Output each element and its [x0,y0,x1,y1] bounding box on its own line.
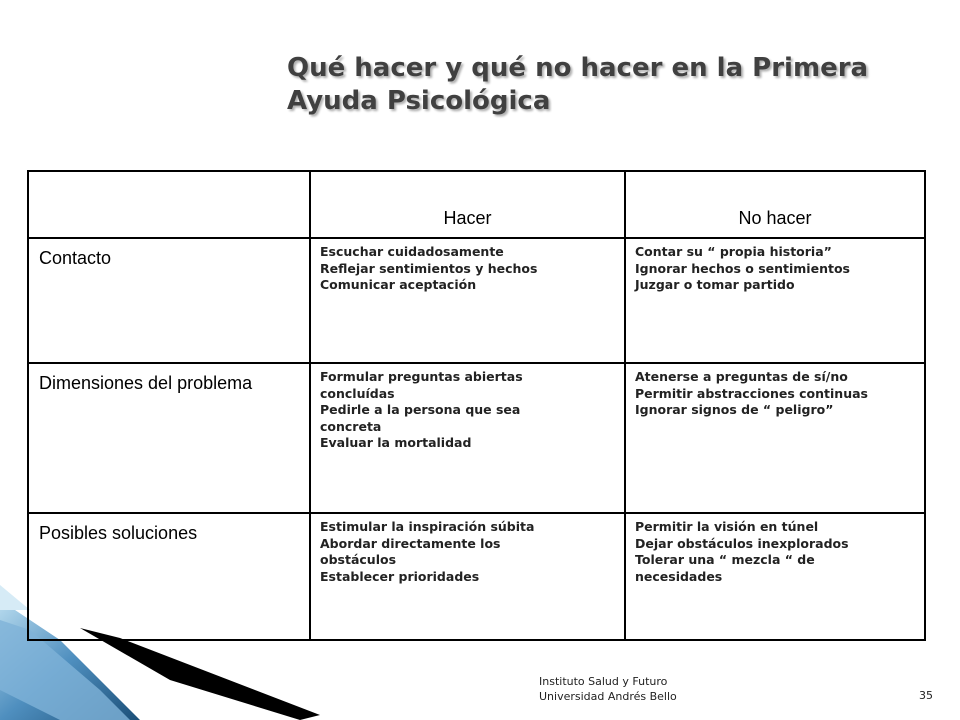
row-label-soluciones: Posibles soluciones [39,523,198,543]
header-hacer: Hacer [443,208,492,228]
footer-university: Universidad Andrés Bello [539,690,677,703]
table-row [28,513,925,640]
comparison-table [27,170,926,641]
row-label-dimensiones: Dimensiones del problema [39,373,253,393]
table-header-row [28,171,925,238]
header-cell-no-hacer [625,171,925,238]
table-row [28,363,925,513]
cell-soluciones-hacer: Estimular la inspiración súbita Abordar directamente los obstáculos Establecer prioridades [320,519,535,584]
cell-dimensiones-hacer: Formular preguntas abiertas concluídas Pedirle a la persona que sea concreta Evaluar la mortalidad [320,369,523,450]
footer-institution: Instituto Salud y Futuro [539,675,668,688]
header-no-hacer: No hacer [738,208,812,228]
header-cell-empty [28,171,310,238]
table-row [28,238,925,363]
cell-contacto-no-hacer: Contar su “ propia historia” Ignorar hechos o sentimientos Juzgar o tomar partido [635,244,850,292]
cell-dimensiones-no-hacer: Atenerse a preguntas de sí/no Permitir abstracciones continuas Ignorar signos de “ peligro” [635,369,868,417]
cell-contacto-hacer: Escuchar cuidadosamente Reflejar sentimientos y hechos Comunicar aceptación [320,244,538,292]
slide-title: Qué hacer y qué no hacer en la Primera Ayuda Psicológica [287,53,869,116]
header-cell-hacer [310,171,625,238]
footer-text [539,674,677,704]
page-number: 35 [919,689,933,702]
row-label-contacto: Contacto [39,248,112,268]
cell-soluciones-no-hacer: Permitir la visión en túnel Dejar obstáculos inexplorados Tolerar una “ mezcla “ de necesidades [635,519,849,584]
